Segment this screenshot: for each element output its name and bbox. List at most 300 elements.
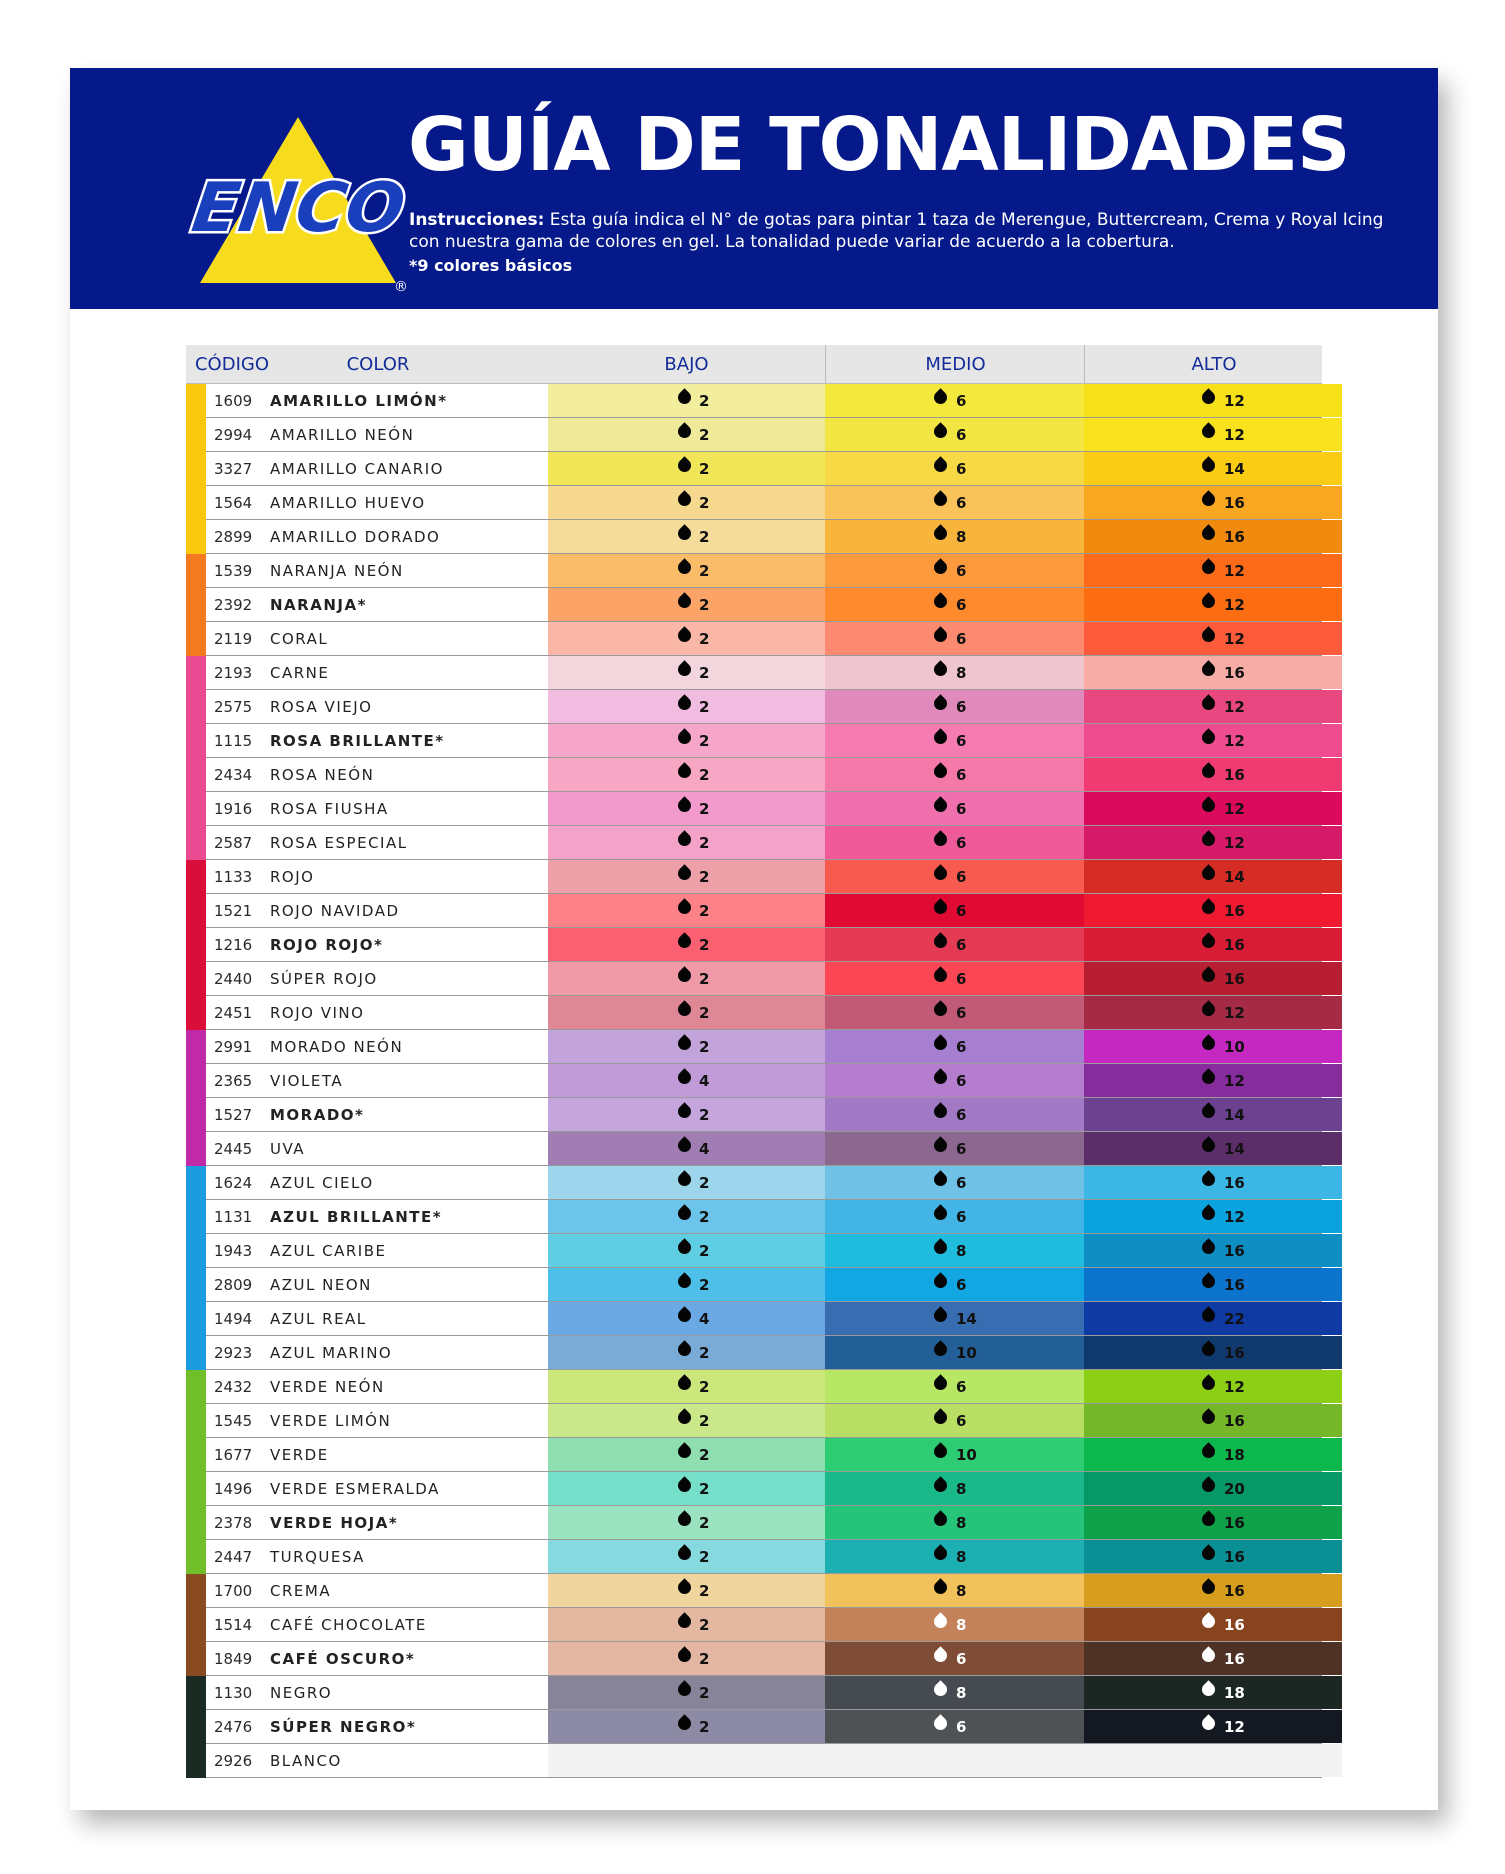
color-name: TURQUESA bbox=[270, 1548, 365, 1566]
drop-icon bbox=[675, 1000, 693, 1018]
drops-count: 2 bbox=[699, 766, 710, 784]
drops-bajo bbox=[548, 928, 825, 961]
drops-count: 2 bbox=[699, 1480, 710, 1498]
drop-icon bbox=[675, 898, 693, 916]
drops-medio bbox=[825, 1030, 1084, 1063]
drop-icon bbox=[1199, 456, 1217, 474]
table-row bbox=[186, 1710, 1322, 1744]
drops-bajo bbox=[548, 1404, 825, 1437]
drop-icon bbox=[675, 1680, 693, 1698]
drops-count: 2 bbox=[699, 834, 710, 852]
drops-count: 2 bbox=[699, 868, 710, 886]
color-code: 2476 bbox=[214, 1718, 253, 1736]
color-strip bbox=[186, 1642, 206, 1676]
drop-icon bbox=[675, 1510, 693, 1528]
table-row bbox=[186, 1098, 1322, 1132]
table-row bbox=[186, 690, 1322, 724]
drop-icon bbox=[1199, 1102, 1217, 1120]
color-strip bbox=[186, 690, 206, 724]
drops-count: 6 bbox=[956, 1174, 967, 1192]
drops-bajo bbox=[548, 1030, 825, 1063]
drop-icon bbox=[1199, 1646, 1217, 1664]
drop-icon bbox=[675, 660, 693, 678]
drops-alto bbox=[1084, 758, 1342, 791]
drops-alto bbox=[1084, 1268, 1342, 1301]
drops-count: 8 bbox=[956, 1684, 967, 1702]
color-strip bbox=[186, 1506, 206, 1540]
drops-medio bbox=[825, 1506, 1084, 1539]
drops-count: 2 bbox=[699, 1208, 710, 1226]
drop-icon bbox=[931, 694, 949, 712]
color-code: 2926 bbox=[214, 1752, 253, 1770]
drop-icon bbox=[675, 1408, 693, 1426]
color-name: AZUL CARIBE bbox=[270, 1242, 387, 1260]
color-code: 1849 bbox=[214, 1650, 253, 1668]
color-strip bbox=[186, 1574, 206, 1608]
drops-bajo bbox=[548, 520, 825, 553]
drops-count: 2 bbox=[699, 392, 710, 410]
drop-icon bbox=[1199, 1238, 1217, 1256]
drops-medio bbox=[825, 690, 1084, 723]
color-code: 2440 bbox=[214, 970, 253, 988]
drops-bajo bbox=[548, 1064, 825, 1097]
drops-count: 16 bbox=[1224, 1582, 1245, 1600]
drops-alto bbox=[1084, 520, 1342, 553]
drop-icon bbox=[931, 762, 949, 780]
drops-bajo bbox=[548, 1676, 825, 1709]
table-row bbox=[186, 486, 1322, 520]
color-name: VERDE HOJA* bbox=[270, 1514, 399, 1532]
drops-count: 2 bbox=[699, 1548, 710, 1566]
drops-count: 8 bbox=[956, 1480, 967, 1498]
drops-alto bbox=[1084, 452, 1342, 485]
color-name: NARANJA NEÓN bbox=[270, 562, 404, 580]
drop-icon bbox=[675, 524, 693, 542]
table-row bbox=[186, 1370, 1322, 1404]
drop-icon bbox=[931, 660, 949, 678]
color-name: ROSA FIUSHA bbox=[270, 800, 389, 818]
drop-icon bbox=[675, 1068, 693, 1086]
drops-bajo bbox=[548, 758, 825, 791]
color-code: 2587 bbox=[214, 834, 253, 852]
table-row bbox=[186, 1744, 1322, 1778]
color-strip bbox=[186, 622, 206, 656]
color-name: CREMA bbox=[270, 1582, 332, 1600]
table-row bbox=[186, 1472, 1322, 1506]
color-code: 1496 bbox=[214, 1480, 253, 1498]
drops-bajo bbox=[548, 894, 825, 927]
drops-medio bbox=[825, 1098, 1084, 1131]
drops-alto bbox=[1084, 1744, 1342, 1777]
drops-count: 12 bbox=[1224, 834, 1245, 852]
color-name: AMARILLO NEÓN bbox=[270, 426, 415, 444]
drops-count: 2 bbox=[699, 732, 710, 750]
drops-bajo bbox=[548, 1642, 825, 1675]
basic-colors-note: *9 colores básicos bbox=[409, 256, 573, 275]
drops-count: 12 bbox=[1224, 800, 1245, 818]
table-row bbox=[186, 792, 1322, 826]
color-name: ROSA NEÓN bbox=[270, 766, 375, 784]
table-row bbox=[186, 1268, 1322, 1302]
color-code: 2447 bbox=[214, 1548, 253, 1566]
drops-bajo bbox=[548, 724, 825, 757]
drops-alto bbox=[1084, 1166, 1342, 1199]
table-row bbox=[186, 758, 1322, 792]
drops-alto bbox=[1084, 1472, 1342, 1505]
table-row bbox=[186, 1438, 1322, 1472]
svg-text:®: ® bbox=[394, 279, 408, 295]
drops-count: 6 bbox=[956, 1072, 967, 1090]
drop-icon bbox=[931, 456, 949, 474]
drop-icon bbox=[675, 490, 693, 508]
color-strip bbox=[186, 452, 206, 486]
color-strip bbox=[186, 588, 206, 622]
color-strip bbox=[186, 928, 206, 962]
drops-count: 16 bbox=[1224, 936, 1245, 954]
table-row bbox=[186, 1234, 1322, 1268]
drops-alto bbox=[1084, 622, 1342, 655]
color-strip bbox=[186, 1676, 206, 1710]
table-row bbox=[186, 860, 1322, 894]
drop-icon bbox=[675, 1306, 693, 1324]
drops-count: 10 bbox=[1224, 1038, 1245, 1056]
color-strip bbox=[186, 1370, 206, 1404]
drop-icon bbox=[675, 1578, 693, 1596]
guide-sheet bbox=[70, 68, 1438, 1810]
table-row bbox=[186, 520, 1322, 554]
drop-icon bbox=[931, 1578, 949, 1596]
drops-bajo bbox=[548, 1710, 825, 1743]
drops-count: 12 bbox=[1224, 630, 1245, 648]
color-code: 1677 bbox=[214, 1446, 253, 1464]
drop-icon bbox=[1199, 898, 1217, 916]
drops-bajo bbox=[548, 1608, 825, 1641]
color-name: AZUL NEON bbox=[270, 1276, 372, 1294]
color-name: AMARILLO LIMÓN* bbox=[270, 392, 448, 410]
drops-count: 2 bbox=[699, 494, 710, 512]
drops-count: 6 bbox=[956, 1208, 967, 1226]
drop-icon bbox=[1199, 1000, 1217, 1018]
color-strip bbox=[186, 1132, 206, 1166]
drops-medio bbox=[825, 962, 1084, 995]
drops-medio bbox=[825, 758, 1084, 791]
drop-icon bbox=[1199, 1680, 1217, 1698]
color-name: AZUL REAL bbox=[270, 1310, 367, 1328]
drops-count: 6 bbox=[956, 868, 967, 886]
drop-icon bbox=[931, 1034, 949, 1052]
drop-icon bbox=[675, 830, 693, 848]
table-row bbox=[186, 1200, 1322, 1234]
drops-count: 2 bbox=[699, 1650, 710, 1668]
color-strip bbox=[186, 486, 206, 520]
color-name: ROSA BRILLANTE* bbox=[270, 732, 445, 750]
drops-count: 16 bbox=[1224, 1242, 1245, 1260]
drops-medio bbox=[825, 622, 1084, 655]
color-code: 1624 bbox=[214, 1174, 253, 1192]
drops-alto bbox=[1084, 588, 1342, 621]
color-strip bbox=[186, 1166, 206, 1200]
drops-bajo bbox=[548, 1574, 825, 1607]
color-code: 2809 bbox=[214, 1276, 253, 1294]
drop-icon bbox=[931, 1476, 949, 1494]
drops-count: 6 bbox=[956, 630, 967, 648]
drops-count: 16 bbox=[1224, 1174, 1245, 1192]
drop-icon bbox=[931, 966, 949, 984]
drops-count: 2 bbox=[699, 1718, 710, 1736]
color-name: ROSA VIEJO bbox=[270, 698, 373, 716]
drops-count: 14 bbox=[1224, 460, 1245, 478]
drops-count: 6 bbox=[956, 596, 967, 614]
color-name: VERDE NEÓN bbox=[270, 1378, 385, 1396]
drops-count: 6 bbox=[956, 494, 967, 512]
drops-bajo bbox=[548, 1336, 825, 1369]
color-name: BLANCO bbox=[270, 1752, 342, 1770]
drop-icon bbox=[675, 864, 693, 882]
drops-medio bbox=[825, 1744, 1084, 1777]
drop-icon bbox=[1199, 592, 1217, 610]
drops-count: 16 bbox=[1224, 1276, 1245, 1294]
color-code: 3327 bbox=[214, 460, 253, 478]
drops-bajo bbox=[548, 1744, 825, 1777]
drops-medio bbox=[825, 928, 1084, 961]
drops-count: 12 bbox=[1224, 596, 1245, 614]
drop-icon bbox=[1199, 694, 1217, 712]
drop-icon bbox=[1199, 388, 1217, 406]
drops-medio bbox=[825, 1540, 1084, 1573]
color-code: 1216 bbox=[214, 936, 253, 954]
color-name: CAFÉ CHOCOLATE bbox=[270, 1616, 427, 1634]
drops-medio bbox=[825, 1676, 1084, 1709]
drop-icon bbox=[1199, 762, 1217, 780]
drops-bajo bbox=[548, 418, 825, 451]
drop-icon bbox=[675, 456, 693, 474]
drops-alto bbox=[1084, 1574, 1342, 1607]
drops-medio bbox=[825, 1404, 1084, 1437]
color-code: 2392 bbox=[214, 596, 253, 614]
drop-icon bbox=[931, 1714, 949, 1732]
drops-alto bbox=[1084, 1302, 1342, 1335]
drops-count: 14 bbox=[1224, 1140, 1245, 1158]
drops-alto bbox=[1084, 792, 1342, 825]
drop-icon bbox=[1199, 1544, 1217, 1562]
drops-count: 2 bbox=[699, 1038, 710, 1056]
drops-alto bbox=[1084, 894, 1342, 927]
drops-medio bbox=[825, 418, 1084, 451]
color-code: 2365 bbox=[214, 1072, 253, 1090]
drop-icon bbox=[675, 592, 693, 610]
drops-count: 2 bbox=[699, 426, 710, 444]
drops-count: 16 bbox=[1224, 1514, 1245, 1532]
table-row bbox=[186, 1166, 1322, 1200]
drops-bajo bbox=[548, 1370, 825, 1403]
drops-count: 4 bbox=[699, 1310, 710, 1328]
drops-count: 2 bbox=[699, 630, 710, 648]
drops-count: 10 bbox=[956, 1344, 977, 1362]
table-header bbox=[186, 345, 1322, 384]
color-name: AMARILLO CANARIO bbox=[270, 460, 444, 478]
color-name: VERDE ESMERALDA bbox=[270, 1480, 440, 1498]
instructions-label: Instrucciones: bbox=[409, 210, 545, 230]
drops-count: 6 bbox=[956, 1140, 967, 1158]
drops-count: 10 bbox=[956, 1446, 977, 1464]
table-row bbox=[186, 894, 1322, 928]
drops-count: 12 bbox=[1224, 562, 1245, 580]
color-strip bbox=[186, 894, 206, 928]
drops-medio bbox=[825, 1608, 1084, 1641]
drops-bajo bbox=[548, 384, 825, 417]
table-row bbox=[186, 962, 1322, 996]
drops-medio bbox=[825, 1064, 1084, 1097]
drops-alto bbox=[1084, 1336, 1342, 1369]
drops-alto bbox=[1084, 996, 1342, 1029]
drops-alto bbox=[1084, 1608, 1342, 1641]
drops-count: 2 bbox=[699, 664, 710, 682]
color-strip bbox=[186, 1336, 206, 1370]
color-code: 2432 bbox=[214, 1378, 253, 1396]
table-row bbox=[186, 1608, 1322, 1642]
drops-count: 22 bbox=[1224, 1310, 1245, 1328]
color-strip bbox=[186, 520, 206, 554]
color-name: ROJO NAVIDAD bbox=[270, 902, 400, 920]
color-strip bbox=[186, 1302, 206, 1336]
drops-count: 6 bbox=[956, 392, 967, 410]
table-row bbox=[186, 588, 1322, 622]
drop-icon bbox=[1199, 1136, 1217, 1154]
color-name: CARNE bbox=[270, 664, 330, 682]
drops-count: 12 bbox=[1224, 426, 1245, 444]
drop-icon bbox=[1199, 1578, 1217, 1596]
color-strip bbox=[186, 860, 206, 894]
drop-icon bbox=[931, 490, 949, 508]
color-name: ROJO VINO bbox=[270, 1004, 365, 1022]
color-strip bbox=[186, 1064, 206, 1098]
drops-medio bbox=[825, 1302, 1084, 1335]
drops-bajo bbox=[548, 1268, 825, 1301]
table-row bbox=[186, 1030, 1322, 1064]
color-strip bbox=[186, 758, 206, 792]
color-name: SÚPER ROJO bbox=[270, 970, 378, 988]
drops-count: 6 bbox=[956, 902, 967, 920]
drop-icon bbox=[1199, 524, 1217, 542]
drop-icon bbox=[675, 932, 693, 950]
drops-count: 6 bbox=[956, 460, 967, 478]
drop-icon bbox=[931, 1170, 949, 1188]
page-title: GUÍA DE TONALIDADES bbox=[408, 102, 1350, 188]
drops-count: 16 bbox=[1224, 1650, 1245, 1668]
drops-count: 2 bbox=[699, 936, 710, 954]
drops-bajo bbox=[548, 1438, 825, 1471]
drops-count: 12 bbox=[1224, 1208, 1245, 1226]
table-row bbox=[186, 622, 1322, 656]
drops-count: 6 bbox=[956, 1718, 967, 1736]
drops-count: 2 bbox=[699, 1412, 710, 1430]
drops-alto bbox=[1084, 486, 1342, 519]
drops-count: 6 bbox=[956, 1106, 967, 1124]
drop-icon bbox=[931, 388, 949, 406]
drops-count: 2 bbox=[699, 1174, 710, 1192]
drop-icon bbox=[931, 864, 949, 882]
drops-count: 2 bbox=[699, 970, 710, 988]
drop-icon bbox=[675, 796, 693, 814]
drop-icon bbox=[1199, 1204, 1217, 1222]
color-strip bbox=[186, 1098, 206, 1132]
instructions bbox=[409, 209, 1419, 253]
drops-count: 4 bbox=[699, 1072, 710, 1090]
drops-alto bbox=[1084, 1710, 1342, 1743]
color-name: NEGRO bbox=[270, 1684, 333, 1702]
color-code: 1130 bbox=[214, 1684, 253, 1702]
color-strip bbox=[186, 1540, 206, 1574]
drops-count: 8 bbox=[956, 1582, 967, 1600]
drop-icon bbox=[1199, 1612, 1217, 1630]
drops-count: 2 bbox=[699, 1684, 710, 1702]
drops-bajo bbox=[548, 486, 825, 519]
color-strip bbox=[186, 1200, 206, 1234]
color-name: AMARILLO HUEVO bbox=[270, 494, 426, 512]
drops-bajo bbox=[548, 1200, 825, 1233]
drops-medio bbox=[825, 452, 1084, 485]
drops-medio bbox=[825, 384, 1084, 417]
drops-count: 2 bbox=[699, 1446, 710, 1464]
color-name: CAFÉ OSCURO* bbox=[270, 1650, 416, 1668]
drop-icon bbox=[675, 1170, 693, 1188]
drop-icon bbox=[675, 1442, 693, 1460]
color-code: 1539 bbox=[214, 562, 253, 580]
drops-alto bbox=[1084, 860, 1342, 893]
drops-count: 2 bbox=[699, 1514, 710, 1532]
table-row bbox=[186, 1132, 1322, 1166]
color-strip bbox=[186, 1030, 206, 1064]
drop-icon bbox=[931, 1510, 949, 1528]
drops-bajo bbox=[548, 826, 825, 859]
drops-count: 8 bbox=[956, 664, 967, 682]
table-row bbox=[186, 1404, 1322, 1438]
drops-count: 2 bbox=[699, 1276, 710, 1294]
color-strip bbox=[186, 1744, 206, 1778]
color-code: 2378 bbox=[214, 1514, 253, 1532]
drops-count: 2 bbox=[699, 596, 710, 614]
color-strip bbox=[186, 962, 206, 996]
color-name: ROSA ESPECIAL bbox=[270, 834, 408, 852]
color-name: ROJO ROJO* bbox=[270, 936, 384, 954]
drops-count: 2 bbox=[699, 902, 710, 920]
drops-medio bbox=[825, 724, 1084, 757]
color-strip bbox=[186, 1472, 206, 1506]
drops-count: 2 bbox=[699, 1378, 710, 1396]
table-row bbox=[186, 996, 1322, 1030]
drops-alto bbox=[1084, 1370, 1342, 1403]
instructions-text: Esta guía indica el N° de gotas para pintar 1 taza de Merengue, Buttercream, Crema y Royal Icing con nuestra gama de colores en gel. La tonalidad puede variar de acuerdo a la cobertura. bbox=[409, 210, 1384, 252]
drops-alto bbox=[1084, 418, 1342, 451]
drop-icon bbox=[1199, 728, 1217, 746]
table-row bbox=[186, 928, 1322, 962]
drops-count: 6 bbox=[956, 698, 967, 716]
drops-count: 2 bbox=[699, 1344, 710, 1362]
drops-medio bbox=[825, 1642, 1084, 1675]
drops-count: 6 bbox=[956, 766, 967, 784]
drops-alto bbox=[1084, 1200, 1342, 1233]
color-code: 2923 bbox=[214, 1344, 253, 1362]
color-code: 1131 bbox=[214, 1208, 253, 1226]
drops-count: 8 bbox=[956, 1514, 967, 1532]
drop-icon bbox=[1199, 626, 1217, 644]
drops-bajo bbox=[548, 622, 825, 655]
drop-icon bbox=[931, 1680, 949, 1698]
drops-count: 16 bbox=[1224, 1344, 1245, 1362]
color-name: AZUL MARINO bbox=[270, 1344, 393, 1362]
drops-count: 6 bbox=[956, 800, 967, 818]
color-code: 2991 bbox=[214, 1038, 253, 1056]
